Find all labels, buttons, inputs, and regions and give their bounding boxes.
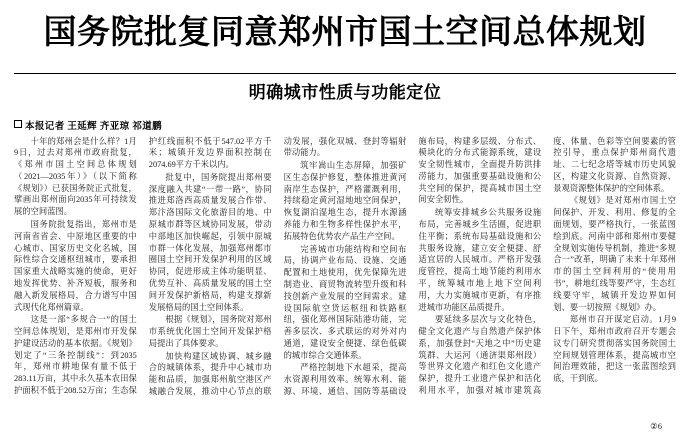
article-paragraph: 国务院批复指出，郑州市是河南省省会、中原地区重要的中心城市、国家历史文化名城，国际性综合交通枢纽城市，要承担国家重大战略实施的使命，更好地发挥优势、补齐短板，服务和融入新发展格局，合力谱写中国式现代化郑州篇章。 <box>14 220 137 312</box>
article-paragraph: 统筹安排城乡公共服务设施布局，完善城乡生活圈，促进职住平衡；系统布局基础设施和公共服务设施，建立安全便捷、舒适宜居的人民城市。严格开发强度管控，提高土地节能约利用水平，统筹城市地上地下空间利用，大力实施城市更新，有序推进城市功能区品质提升。 <box>418 208 542 312</box>
article-paragraph: 完善城市功能结构和空间布局，协调产业布局、设施、交通配置和土地使用，优先保障先进制造业、商贸物流转型升级和科技创新产业发展的空间需求。建设国际航空货运枢纽和铁路枢纽，强化郑州国际陆港功能，完善多层次、多式联运的对外对内通道，建设安全便捷、绿色低碳的城市综合交通体系。 <box>283 244 407 360</box>
byline <box>14 118 676 132</box>
article-paragraph: 批复中，国务院提出郑州要深度融入共建“一带一路”，协同推进郑洛西高质量发展合作带、郑汴洛国际文化旅游目的地、中原城市群等区域协同发展，带动中部地区加快崛起，引领中原城市群一体化发展，加强郑州都市圈国土空间开发保护利用的区域协同，促进形成主体功能明显、优势互补、高质量发展的国土空间开发保护新格局，构建支撑新发展格局的国土空间体系。 <box>148 172 272 312</box>
article-end-mark: ②6 <box>650 420 662 431</box>
page-title: 国务院批复同意郑州市国土空间总体规划 <box>43 12 647 51</box>
subheadline: 明确城市性质与功能定位 <box>248 83 442 104</box>
byline-text: 本报记者 王延辉 齐亚琼 祁道鹏 <box>25 121 163 132</box>
title-divider <box>14 73 676 74</box>
article-paragraph: 《规划》是对郑州市国土空间保护、开发、利用、修复的全面规划，要严格执行，一张蓝图绘到底。河南中部和郑州市要健全规划实施传导机制，推进“多规合一”改革，明确了未来十年郑州市的国土空间利用的“使用用书”，耕地红线等要严守，生态红线要守牢，城镇开发边界如何划、要一切按照《规划》办。 <box>553 196 676 312</box>
article-paragraph: 十年的郑州会是什么样？1月9日，过去对郑州市政府批复，《郑州市国土空间总体规划（2021—2035年）》（以下简称《规划》）已获国务院正式批复，擘画出郑州面向2035年可持续发展的空间蓝图。 <box>14 136 137 217</box>
article-paragraph: 要延续多层次与文化特色，健全文化遗产与自然遗产保护体系，加强登封“天地之中”历史建筑群、大运河（通济渠郑州段）等世界文化遗产和红色文化遗产保护，提升工业遗产保护和活化利用水平，加强对城市建筑高度、体量、色彩等空间要素的管控引导，重点保护郑州商代遗址、二七纪念塔等城市历史风貌区，构建文化资源、自然资源、景观资源整体保护的空间体系。 <box>418 136 676 395</box>
article-body-wrapper <box>14 136 676 436</box>
article-paragraph: 这是一部“多规合一”的国土空间总体规划，是郑州市开发保护建设活动的基本依据。《规划》划定了“三条控制线”：到2035年，郑州市耕地保有量不低于283.11万亩，其中永久基本农田保护面积不低于208.52万亩；生态保护红线面积不低于547.02平方千米；城镇开发边界面积控制在2074.69平方千米以内。 <box>14 136 272 395</box>
article-paragraph: 严格控制地下水超采，提高水资源利用效率。统筹水利、能源、环境、通信、国防等基础设施布局，构建多层级、分布式、模块化的分布式能源系统，建设安全韧性城市，全面提升防洪排涝能力，加强重要基础设施和公共空间的保护，提高城市国土空间安全韧性。 <box>283 136 542 396</box>
article-paragraph: 加快构建区域协调、城乡融合的城镇体系，提升中心城市功能和品质，加强郑州航空港区产城融合发展，推动中心节点的联动发展，强化双城、登封等辐射带动能力。 <box>148 136 407 396</box>
article-paragraph: 筑牢嵩山生态屏障，加强矿区生态保护修复，整体推进黄河南岸生态保护，严格灌溉利用，持续稳定黄河湿地地空间保护，恢复湖泊湿地生态，提升水源涵养能力和生物多样性保护水平，拓展特色优势农产品生产空间。 <box>283 161 407 241</box>
article-columns <box>14 136 676 436</box>
byline-square-icon <box>14 120 22 128</box>
article-paragraph: 郑州市召开谋定启动。1月9日下午，郑州市政府召开专题会议专门研究贯彻落实国务院国土空间规划管理体系，提高城市空间治理效能，把这一张蓝图绘到底，干到底。 <box>553 315 676 384</box>
article-paragraph: 根据《规划》，国务院对郑州市系统优化国土空间开发保护格局提出了具体要求。 <box>148 315 272 348</box>
